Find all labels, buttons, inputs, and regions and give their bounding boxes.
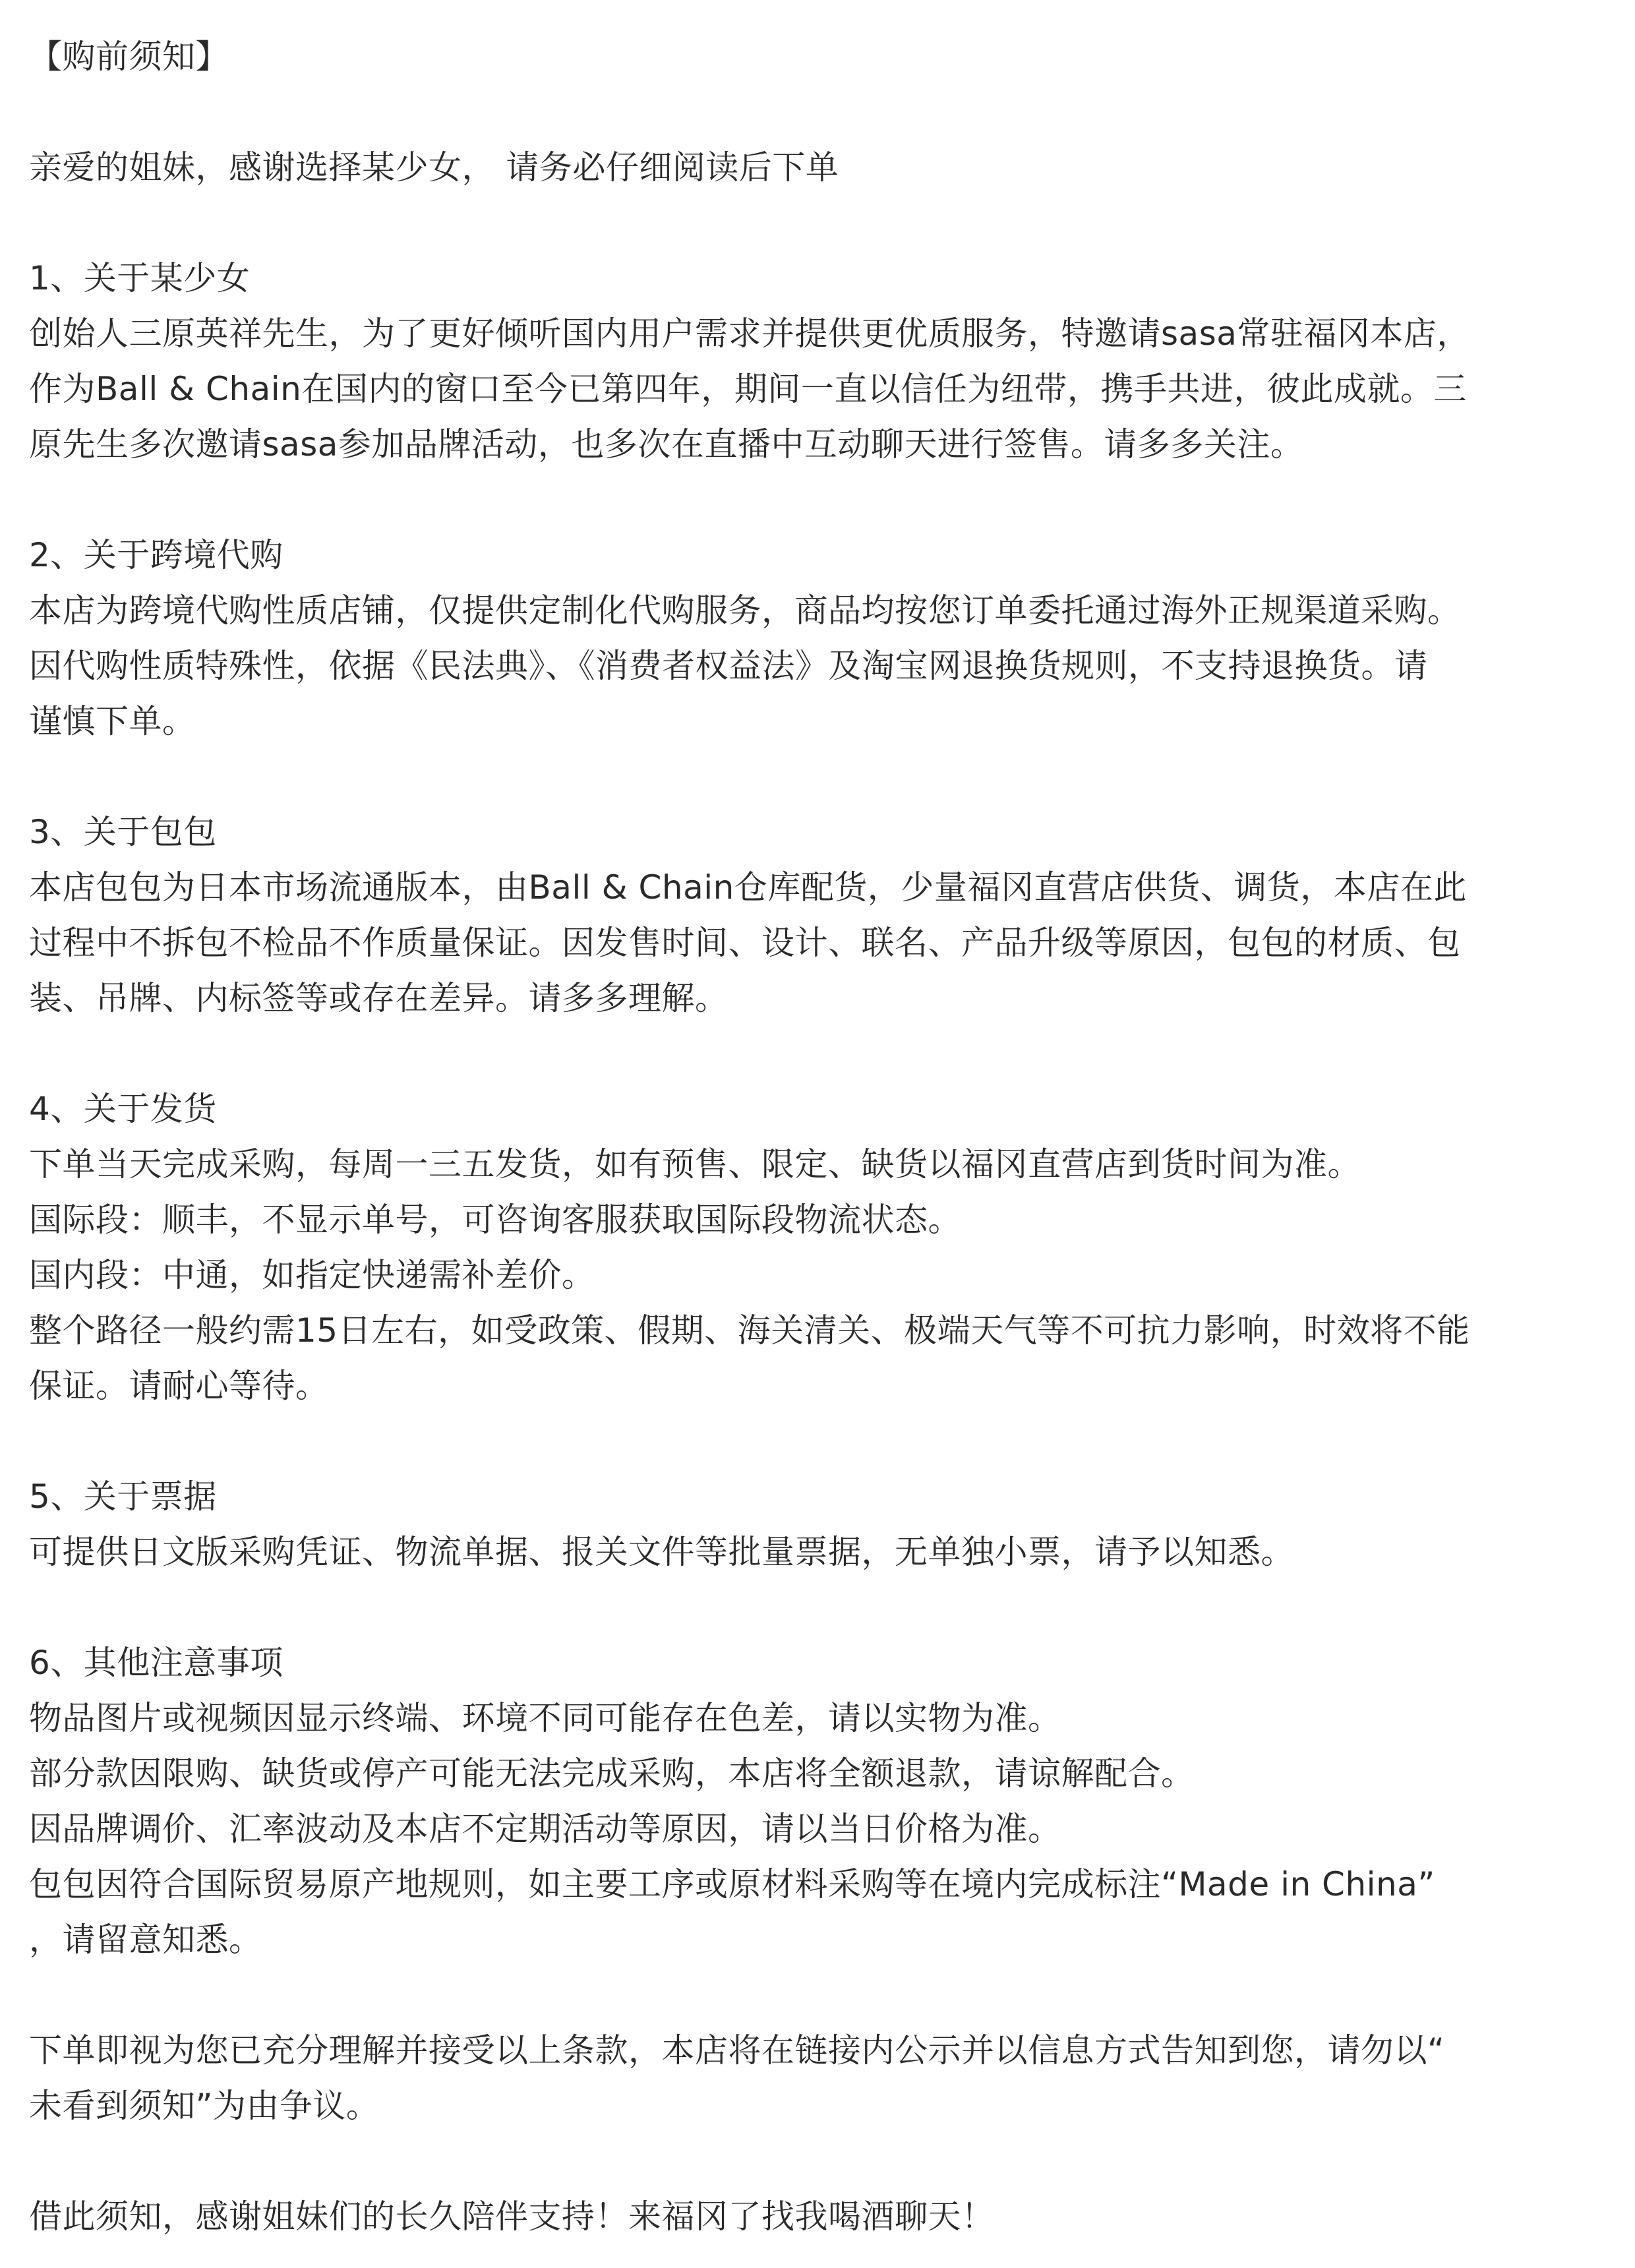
section-shipping [29,1081,1611,1414]
section-cross-border [29,527,1611,749]
paragraph-line: 原先生多次邀请sasa参加品牌活动，也多次在直播中互动聊天进行签售。请多多关注。 [29,425,1304,463]
spacer [29,195,1611,251]
closing-statement [29,2023,1611,2134]
spacer [29,84,1611,140]
paragraph-line: 保证。请耐心等待。 [29,1367,329,1405]
paragraph-line: 本店包包为日本市场流通版本，由Ball & Chain仓库配货，少量福冈直营店供货、调货，本店在此 [29,868,1467,907]
paragraph-line: 因代购性质特殊性，依据《民法典》、《消费者权益法》及淘宝网退换货规则，不支持退换货。请 [29,647,1428,685]
section-heading: 5、关于票据 [29,1477,217,1516]
spacer [29,1414,1611,1469]
spacer [29,472,1611,527]
section-heading: 6、其他注意事项 [29,1644,283,1682]
section-heading: 1、关于某少女 [29,259,251,297]
paragraph-line: 部分款因限购、缺货或停产可能无法完成采购，本店将全额退款，请谅解配合。 [29,1754,1195,1793]
section-heading: 3、关于包包 [29,813,217,851]
paragraph-line: 未看到须知”为由争议。 [29,2087,380,2125]
section-heading: 2、关于跨境代购 [29,536,283,574]
spacer [29,1026,1611,1081]
greeting: 亲爱的姐妹，感谢选择某少女， 请务必仔细阅读后下单 [29,148,839,187]
purchase-notice-document [29,29,1611,2244]
paragraph-line: 可提供日文版采购凭证、物流单据、报关文件等批量票据，无单独小票，请予以知悉。 [29,1533,1294,1571]
section-receipts [29,1469,1611,1580]
paragraph-line: 谨慎下单。 [29,702,196,740]
farewell-line: 借此须知，感谢姐妹们的长久陪伴支持！来福冈了找我喝酒聊天！ [29,2197,995,2236]
paragraph-line: 装、吊牌、内标签等或存在差异。请多多理解。 [29,979,728,1017]
spacer [29,2134,1611,2189]
paragraph-line: 物品图片或视频因显示终端、环境不同可能存在色差，请以实物为准。 [29,1699,1061,1737]
paragraph-line: 过程中不拆包不检品不作质量保证。因发售时间、设计、联名、产品升级等原因，包包的材质、包 [29,924,1461,962]
paragraph-line: 包包因符合国际贸易原产地规则，如主要工序或原材料采购等在境内完成标注“Made in China” [29,1865,1435,1903]
spacer [29,749,1611,804]
paragraph-line: 创始人三原英祥先生，为了更好倾听国内用户需求并提供更优质服务，特邀请sasa常驻福冈本店， [29,314,1470,353]
section-heading: 4、关于发货 [29,1090,217,1128]
paragraph-line: 下单当天完成采购，每周一三五发货，如有预售、限定、缺货以福冈直营店到货时间为准。 [29,1145,1361,1183]
section-about-brand [29,251,1611,472]
notice-title: 【购前须知】 [29,38,229,76]
spacer [29,1967,1611,2023]
paragraph-line: 国内段：中通，如指定快递需补差价。 [29,1256,595,1294]
paragraph-line: 本店为跨境代购性质店铺，仅提供定制化代购服务，商品均按您订单委托通过海外正规渠道采购。 [29,591,1461,630]
paragraph-line: ，请留意知悉。 [29,1921,262,1959]
paragraph-line: 国际段：顺丰，不显示单号，可咨询客服获取国际段物流状态。 [29,1201,961,1239]
paragraph-line: 因品牌调价、汇率波动及本店不定期活动等原因，请以当日价格为准。 [29,1810,1061,1848]
paragraph-line: 下单即视为您已充分理解并接受以上条款，本店将在链接内公示并以信息方式告知到您，请勿以“ [29,2031,1445,2070]
paragraph-line: 整个路径一般约需15日左右，如受政策、假期、海关清关、极端天气等不可抗力影响，时效将不能 [29,1311,1470,1350]
paragraph-line: 作为Ball & Chain在国内的窗口至今已第四年，期间一直以信任为纽带，携手共进，彼此成就。三 [29,370,1467,408]
section-about-bags [29,804,1611,1026]
section-other-notes [29,1635,1611,1967]
spacer [29,1580,1611,1635]
